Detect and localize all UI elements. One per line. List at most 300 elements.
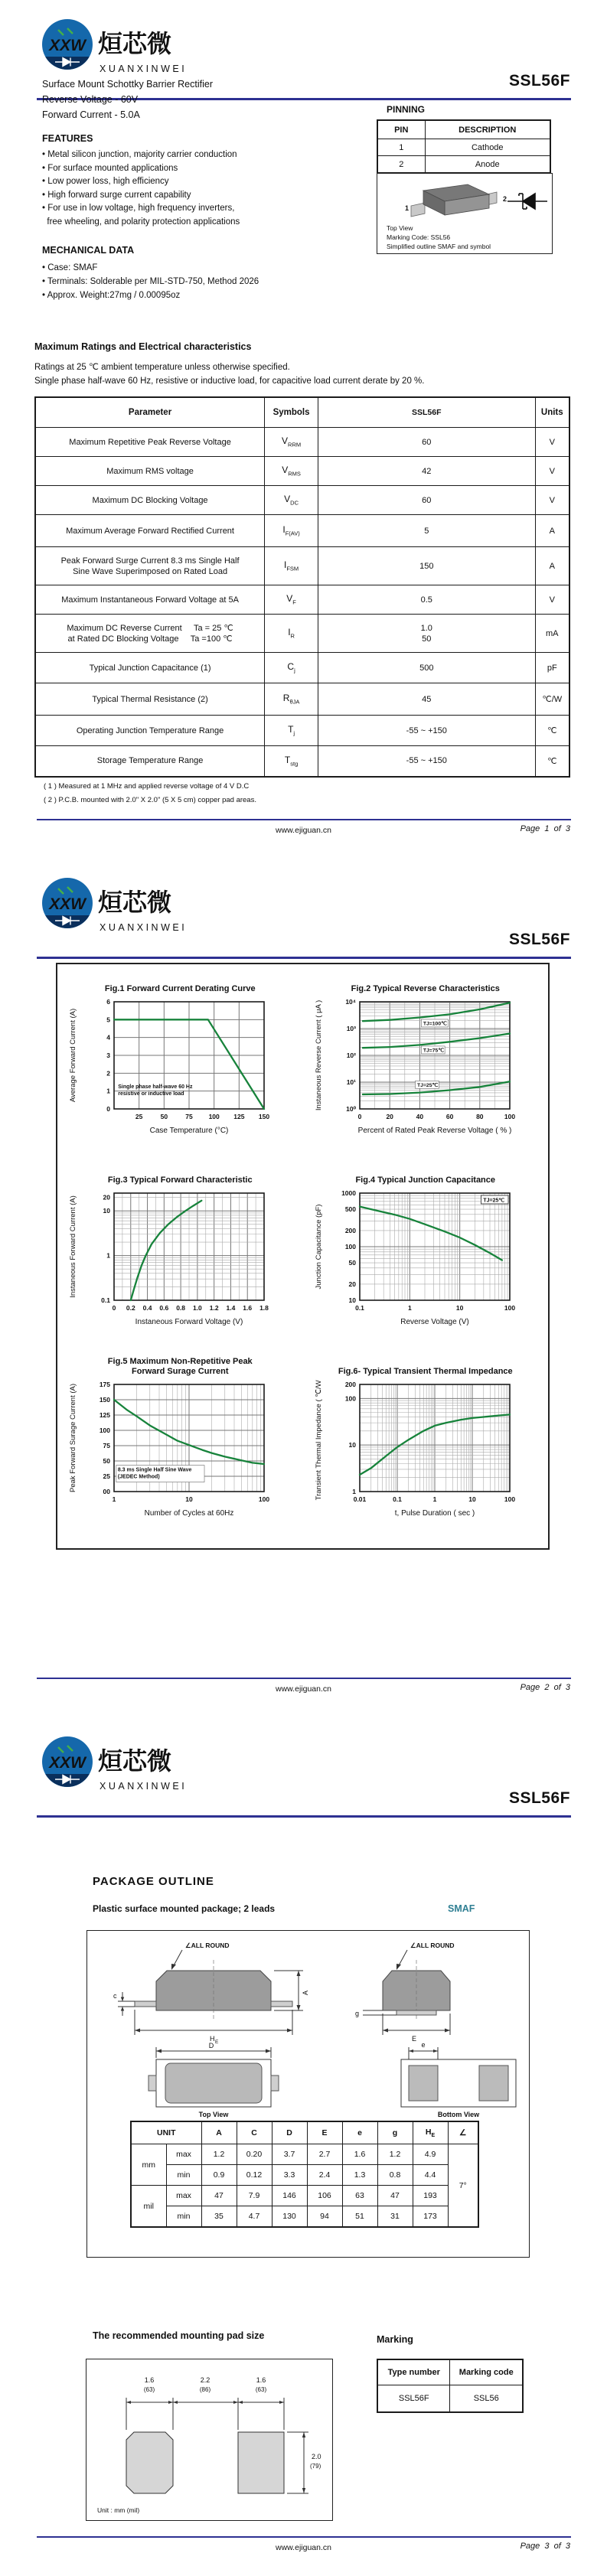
- parameter-line: Maximum RMS voltage: [106, 466, 194, 476]
- svg-text:100: 100: [504, 1113, 515, 1120]
- ratings-title: Maximum Ratings and Electrical characteristics: [34, 341, 252, 352]
- feature-item: • Metal silicon junction, majority carrier conduction: [42, 150, 237, 159]
- parameter-line: Operating Junction Temperature Range: [76, 726, 224, 735]
- svg-text:150: 150: [259, 1113, 270, 1120]
- logo-xxw-text: XXW: [49, 37, 86, 54]
- pinning-header-description: DESCRIPTION: [425, 120, 550, 139]
- footer-rule: [37, 1678, 571, 1679]
- header-rule: [37, 1815, 571, 1818]
- svg-text:0.4: 0.4: [142, 1304, 152, 1312]
- pinning-title: PINNING: [387, 104, 426, 115]
- ratings-value: [318, 457, 536, 486]
- package-outline-title: PACKAGE OUTLINE: [93, 1875, 214, 1888]
- footer-url: www.ejiguan.cn: [276, 826, 331, 835]
- svg-text:75: 75: [185, 1113, 193, 1120]
- footer-page-number: Page 1 of 3: [520, 824, 570, 833]
- svg-text:1: 1: [352, 1488, 356, 1495]
- ratings-parameter: [35, 428, 265, 457]
- svg-text:Single phase half-wave 60 Hz: Single phase half-wave 60 Hz: [118, 1084, 193, 1091]
- outline-caption-line: Simplified outline SMAF and symbol: [387, 243, 491, 250]
- dim-value-cell: 4.9: [413, 2144, 448, 2165]
- svg-text:t, Pulse Duration ( sec ): t, Pulse Duration ( sec ): [394, 1509, 475, 1518]
- page-3: [0, 1717, 607, 2576]
- ratings-unit: ℃/W: [535, 683, 569, 716]
- svg-text:100: 100: [259, 1495, 270, 1503]
- feature-item: free wheeling, and polarity protection applications: [42, 217, 240, 227]
- footer-url: www.ejiguan.cn: [276, 1684, 331, 1694]
- footer-rule: [37, 2536, 571, 2538]
- svg-text:4: 4: [106, 1033, 111, 1042]
- ratings-unit: V: [535, 486, 569, 515]
- value-line: 60: [422, 437, 432, 447]
- all-round-label: ∠ALL ROUND: [185, 1942, 230, 1949]
- dim-value-cell: 193: [413, 2186, 448, 2206]
- value-line: 42: [422, 466, 432, 476]
- figure-plot: [57, 1187, 303, 1349]
- dim-value-cell: 0.20: [237, 2144, 272, 2165]
- ratings-row: [35, 615, 569, 653]
- svg-text:175: 175: [100, 1381, 111, 1388]
- front-view: [113, 1942, 309, 2045]
- dim-unit-cell: mil: [131, 2186, 166, 2228]
- package-outline-subtitle: Plastic surface mounted package; 2 leads: [93, 1903, 276, 1914]
- figure-title-line: Fig.3 Typical Forward Characteristic: [107, 1176, 253, 1185]
- svg-text:10: 10: [103, 1207, 111, 1215]
- svg-text:Transient Thermal Impedance (: Transient Thermal Impedance ( ℃/W ): [314, 1378, 323, 1501]
- svg-text:10⁰: 10⁰: [345, 1105, 356, 1113]
- svg-text:Number of Cycles at 60Hz: Number of Cycles at 60Hz: [144, 1509, 234, 1518]
- svg-text:Instaneous Reverse Current ( μ: Instaneous Reverse Current ( μA ): [314, 999, 323, 1111]
- part-number-title: SSL56F: [508, 931, 570, 948]
- svg-text:1.6: 1.6: [243, 1304, 253, 1312]
- value-line: 1.0: [420, 623, 432, 633]
- ratings-parameter: [35, 653, 265, 683]
- dim-e-label: e: [421, 2041, 426, 2049]
- ratings-symbol: $V_{RRM}$: [265, 428, 318, 457]
- svg-text:TJ=25℃: TJ=25℃: [483, 1198, 505, 1204]
- marking-title: Marking: [377, 2334, 413, 2345]
- dim-value-cell: 94: [307, 2206, 342, 2228]
- schottky-diode-symbol-icon: [507, 194, 547, 209]
- dim-header-col: D: [272, 2121, 307, 2144]
- svg-text:00: 00: [103, 1488, 111, 1495]
- ratings-value: [318, 428, 536, 457]
- svg-text:Case Temperature (°C): Case Temperature (°C): [149, 1127, 229, 1135]
- pad-unit-note: Unit : mm (mil): [97, 2506, 140, 2514]
- marking-header-type: Type number: [377, 2359, 450, 2385]
- package-3d-illustration: [411, 184, 497, 217]
- figure-title: [57, 1356, 303, 1377]
- dim-header-col: $H_E$: [413, 2121, 448, 2144]
- svg-text:0: 0: [112, 1304, 116, 1312]
- ratings-symbol: $V_{RMS}$: [265, 457, 318, 486]
- ratings-unit: V: [535, 457, 569, 486]
- svg-text:100: 100: [504, 1304, 515, 1312]
- brand-name-en: XUANXINWEI: [100, 922, 188, 933]
- parameter-line: Sine Wave Superimposed on Rated Load: [73, 566, 228, 576]
- svg-text:100: 100: [208, 1113, 220, 1120]
- brand-logo: [40, 869, 269, 954]
- figure-fig6: [303, 1356, 549, 1547]
- svg-text:500: 500: [344, 1205, 356, 1214]
- svg-text:80: 80: [475, 1113, 484, 1120]
- pad-dim-height-mil: (79): [310, 2463, 321, 2470]
- figure-title-line: Fig.6- Typical Transient Thermal Impedance: [338, 1367, 513, 1376]
- value-line: 150: [419, 561, 434, 571]
- dimension-row: [131, 2206, 478, 2228]
- pad-dim-left: 1.6: [144, 2376, 155, 2384]
- svg-text:0.1: 0.1: [101, 1296, 111, 1304]
- dim-header-col: A: [201, 2121, 237, 2144]
- svg-text:50: 50: [103, 1457, 111, 1465]
- svg-text:0.1: 0.1: [354, 1304, 364, 1312]
- svg-text:0: 0: [106, 1105, 111, 1113]
- dim-value-cell: 47: [201, 2186, 237, 2206]
- svg-text:10: 10: [185, 1495, 193, 1503]
- svg-text:10: 10: [455, 1304, 464, 1312]
- svg-text:60: 60: [445, 1113, 454, 1120]
- ratings-symbol: $I_{F(AV)}$: [265, 515, 318, 547]
- figure-plot: [57, 1378, 303, 1541]
- ratings-parameter: [35, 486, 265, 515]
- dim-value-cell: 130: [272, 2206, 307, 2228]
- dim-header-col: E: [307, 2121, 342, 2144]
- figure-fig1: [57, 973, 303, 1165]
- footnote-2: ( 2 ) P.C.B. mounted with 2.0" X 2.0" (5 X 5 cm) copper pad areas.: [44, 796, 256, 804]
- dim-value-cell: 51: [342, 2206, 377, 2228]
- side-view: [355, 1942, 455, 2043]
- ratings-parameter: [35, 585, 265, 615]
- value-line: 60: [422, 495, 432, 505]
- svg-text:10⁴: 10⁴: [345, 998, 356, 1006]
- figure-title: [57, 973, 303, 994]
- outline-caption-line: Top View: [387, 224, 413, 232]
- dim-value-cell: 1.2: [201, 2144, 237, 2165]
- simplified-outline-box: [377, 173, 553, 254]
- chart-fig2: [311, 996, 540, 1158]
- figure-plot: [303, 1378, 549, 1541]
- ratings-value: [318, 486, 536, 515]
- pad-dim-mid: 2.2: [200, 2376, 210, 2384]
- svg-text:10³: 10³: [346, 1025, 356, 1032]
- ratings-value: [318, 716, 536, 746]
- svg-text:25: 25: [135, 1113, 143, 1120]
- pin2-label: 2: [503, 195, 507, 203]
- ratings-parameter: [35, 457, 265, 486]
- figure-title-line: Fig.2 Typical Reverse Characteristics: [351, 984, 500, 993]
- brand-name-en: XUANXINWEI: [100, 1781, 188, 1792]
- mechanical-data-title: MECHANICAL DATA: [42, 245, 135, 256]
- mechanical-data-list: [42, 261, 259, 302]
- svg-text:125: 125: [100, 1411, 111, 1419]
- svg-text:0.8: 0.8: [176, 1304, 186, 1312]
- top-view: [148, 2042, 279, 2118]
- dim-header-unit: UNIT: [131, 2121, 201, 2144]
- svg-text:10: 10: [348, 1296, 356, 1304]
- marking-type-number: SSL56F: [377, 2385, 450, 2413]
- ratings-value: [318, 547, 536, 585]
- value-line: 45: [422, 694, 432, 704]
- svg-text:100: 100: [344, 1394, 356, 1403]
- ratings-parameter: [35, 615, 265, 653]
- dim-value-cell: 31: [377, 2206, 413, 2228]
- chart-fig3: [65, 1187, 295, 1349]
- footer-url: www.ejiguan.cn: [276, 2543, 331, 2552]
- footnote-1: ( 1 ) Measured at 1 MHz and applied reverse voltage of 4 V D.C: [44, 782, 250, 791]
- ratings-unit: V: [535, 428, 569, 457]
- mechanical-data-item: • Approx. Weight:27mg / 0.00095oz: [42, 291, 181, 300]
- dim-kind-cell: max: [166, 2144, 201, 2165]
- ratings-parameter: [35, 515, 265, 547]
- svg-text:1.2: 1.2: [210, 1304, 219, 1312]
- svg-text:200: 200: [344, 1226, 356, 1234]
- pinning-row: [377, 139, 550, 156]
- description-line: Forward Current - 5.0A: [42, 109, 140, 120]
- parameter-line: Maximum Repetitive Peak Reverse Voltage: [69, 437, 231, 447]
- dim-kind-cell: min: [166, 2165, 201, 2186]
- dim-D-label: D: [208, 2042, 214, 2049]
- top-view-caption: Top View: [198, 2111, 229, 2118]
- ratings-row: [35, 716, 569, 746]
- mounting-pad-title: The recommended mounting pad size: [93, 2330, 265, 2341]
- package-name-label: SMAF: [448, 1903, 475, 1914]
- figure-title: [303, 1356, 549, 1377]
- ratings-symbol: $T_j$: [265, 716, 318, 746]
- mechanical-data-item: • Terminals: Solderable per MIL-STD-750, Method 2026: [42, 277, 259, 286]
- svg-text:Junction Capacitance (pF): Junction Capacitance (pF): [314, 1204, 323, 1290]
- parameter-line: Maximum DC Blocking Voltage: [92, 495, 208, 505]
- svg-text:10¹: 10¹: [346, 1078, 356, 1086]
- ratings-condition-1: Ratings at 25 ℃ ambient temperature unless otherwise specified.: [34, 363, 290, 372]
- value-line: 500: [419, 663, 434, 673]
- svg-text:Percent of Rated Peak Reverse: Percent of Rated Peak Reverse Voltage ( % ): [357, 1127, 512, 1135]
- figure-title-line: Forward Surage Current: [131, 1367, 229, 1376]
- svg-text:3: 3: [106, 1052, 111, 1059]
- ratings-symbol: $C_j$: [265, 653, 318, 683]
- ratings-condition-2: Single phase half-wave 60 Hz, resistive or inductive load, for capacitive load current derate by 20 %.: [34, 377, 425, 386]
- footer-page-number: Page 3 of 3: [520, 2542, 570, 2551]
- figure-fig4: [303, 1165, 549, 1356]
- ratings-row: [35, 683, 569, 716]
- parameter-line: Storage Temperature Range: [96, 756, 204, 766]
- svg-text:resistive or inductive load: resistive or inductive load: [118, 1091, 184, 1097]
- ratings-header-symbols: Symbols: [265, 397, 318, 428]
- svg-text:8.3 ms Single Half Sine Wave: 8.3 ms Single Half Sine Wave: [118, 1467, 192, 1473]
- parameter-line: Peak Forward Surge Current 8.3 ms Single Half: [60, 556, 240, 566]
- ratings-unit: ℃: [535, 716, 569, 746]
- dim-value-cell: 4.7: [237, 2206, 272, 2228]
- ratings-row: [35, 746, 569, 777]
- svg-text:1: 1: [432, 1495, 437, 1503]
- pad-dim-mid-mil: (86): [199, 2386, 211, 2393]
- pinning-cell: 2: [377, 156, 425, 174]
- figure-title-line: Fig.5 Maximum Non-Repetitive Peak: [107, 1357, 253, 1366]
- parameter-line: Typical Junction Capacitance (1): [89, 663, 211, 673]
- dim-header-col: g: [377, 2121, 413, 2144]
- svg-text:150: 150: [100, 1396, 111, 1404]
- ratings-row: [35, 547, 569, 585]
- dim-kind-cell: min: [166, 2206, 201, 2228]
- chart-fig4: [311, 1187, 540, 1349]
- ratings-value: [318, 653, 536, 683]
- brand-name-zh: 烜芯微: [98, 889, 172, 916]
- dim-g-label: g: [355, 2010, 360, 2017]
- dim-header-col: C: [237, 2121, 272, 2144]
- ratings-unit: A: [535, 515, 569, 547]
- chart-fig1: [65, 996, 295, 1158]
- ratings-unit: mA: [535, 615, 569, 653]
- svg-text:1.4: 1.4: [226, 1304, 236, 1312]
- value-line: 5: [424, 526, 429, 536]
- pinning-cell: Anode: [425, 156, 550, 174]
- dim-value-cell: 2.4: [307, 2165, 342, 2186]
- svg-text:10: 10: [468, 1495, 476, 1503]
- dim-c-label: c: [113, 1992, 117, 2000]
- value-line: -55 ~ +150: [406, 756, 447, 766]
- brand-name-en: XUANXINWEI: [100, 64, 188, 74]
- svg-text:1000: 1000: [341, 1189, 356, 1197]
- svg-text:50: 50: [160, 1113, 168, 1120]
- feature-item: • For use in low voltage, high frequency inverters,: [42, 204, 235, 213]
- svg-text:0.2: 0.2: [126, 1304, 135, 1312]
- marking-header-code: Marking code: [450, 2359, 523, 2385]
- feature-item: • For surface mounted applications: [42, 163, 178, 173]
- dimension-row: [131, 2144, 478, 2165]
- footer-rule: [37, 819, 571, 820]
- figure-title: [303, 973, 549, 994]
- header-rule: [37, 957, 571, 959]
- brand-name-zh: 烜芯微: [98, 30, 172, 57]
- package-outline-drawing: [87, 1931, 529, 2119]
- footer-page-number: Page 2 of 3: [520, 1683, 570, 1692]
- dim-value-cell: 0.8: [377, 2165, 413, 2186]
- parameter-line: Maximum Instantaneous Forward Voltage at 5A: [61, 595, 239, 605]
- svg-text:Reverse Voltage (V): Reverse Voltage (V): [400, 1318, 469, 1326]
- chart-fig5: [65, 1378, 295, 1541]
- ratings-unit: pF: [535, 653, 569, 683]
- logo-xxw-text: XXW: [49, 895, 86, 913]
- svg-text:5: 5: [106, 1016, 111, 1024]
- pad-dim-right-mil: (63): [255, 2386, 267, 2393]
- description-line: Reverse Voltage - 60V: [42, 94, 139, 105]
- dim-HE-sub: E: [215, 2040, 219, 2045]
- svg-text:20: 20: [103, 1193, 111, 1202]
- dim-header-col: e: [342, 2121, 377, 2144]
- ratings-parameter: [35, 683, 265, 716]
- ratings-value: [318, 515, 536, 547]
- svg-text:6: 6: [106, 998, 111, 1006]
- figure-title: [57, 1165, 303, 1185]
- ratings-row: [35, 486, 569, 515]
- svg-text:1.8: 1.8: [259, 1304, 269, 1312]
- pin1-label: 1: [405, 204, 410, 212]
- features-list: [42, 148, 240, 229]
- svg-text:1: 1: [112, 1495, 116, 1503]
- svg-text:25: 25: [103, 1472, 111, 1480]
- dim-value-cell: 4.4: [413, 2165, 448, 2186]
- value-line: 50: [422, 634, 432, 644]
- dim-angle-cell: 7°: [448, 2144, 478, 2228]
- feature-item: • Low power loss, high efficiency: [42, 177, 169, 186]
- dim-value-cell: 1.3: [342, 2165, 377, 2186]
- dimension-row: [131, 2165, 478, 2186]
- marking-table: [377, 2359, 524, 2413]
- feature-item: • High forward surge current capability: [42, 190, 191, 200]
- all-round-label: ∠ALL ROUND: [410, 1942, 455, 1949]
- brand-logo: [40, 1728, 269, 1812]
- part-number-title: SSL56F: [508, 72, 570, 90]
- parameter-line: at Rated DC Blocking Voltage Ta =100 ℃: [67, 634, 233, 644]
- svg-text:50: 50: [348, 1259, 356, 1267]
- pinning-cell: Cathode: [425, 139, 550, 156]
- dim-value-cell: 47: [377, 2186, 413, 2206]
- svg-text:10²: 10²: [346, 1052, 356, 1059]
- ratings-symbol: $I_R$: [265, 615, 318, 653]
- svg-text:Instaneous Forward Voltage (V): Instaneous Forward Voltage (V): [135, 1318, 243, 1326]
- svg-text:0.1: 0.1: [392, 1495, 402, 1503]
- ratings-value: [318, 585, 536, 615]
- marking-code: SSL56: [450, 2385, 523, 2413]
- outline-caption-line: Marking Code: SSL56: [387, 233, 451, 241]
- package-outline-drawing-box: [86, 1930, 530, 2258]
- ratings-row: [35, 585, 569, 615]
- svg-text:10: 10: [348, 1441, 356, 1449]
- pad-dim-height: 2.0: [312, 2453, 321, 2460]
- ratings-value: [318, 746, 536, 777]
- part-number-title: SSL56F: [508, 1789, 570, 1807]
- figure-fig5: [57, 1356, 303, 1547]
- svg-text:1: 1: [106, 1087, 111, 1095]
- features-title: FEATURES: [42, 133, 93, 144]
- dim-value-cell: 35: [201, 2206, 237, 2228]
- ratings-symbol: $V_F$: [265, 585, 318, 615]
- package-and-symbol-drawing: [377, 174, 552, 253]
- pad-dim-left-mil: (63): [143, 2386, 155, 2393]
- chart-fig6: [311, 1378, 540, 1541]
- ratings-row: [35, 515, 569, 547]
- pinning-cell: 1: [377, 139, 425, 156]
- svg-text:125: 125: [233, 1113, 245, 1120]
- ratings-unit: A: [535, 547, 569, 585]
- pinning-row: [377, 156, 550, 174]
- dim-kind-cell: max: [166, 2186, 201, 2206]
- ratings-symbol: $V_{DC}$: [265, 486, 318, 515]
- svg-text:100: 100: [344, 1243, 356, 1251]
- dim-value-cell: 2.7: [307, 2144, 342, 2165]
- svg-text:20: 20: [348, 1280, 356, 1288]
- brand-name-zh: 烜芯微: [98, 1747, 172, 1775]
- svg-text:Instaneous Forward Current (A: Instaneous Forward Current (A): [69, 1195, 78, 1298]
- parameter-line: Maximum DC Reverse Current Ta = 25 ℃: [67, 623, 233, 633]
- dim-header-angle: ∠: [448, 2121, 478, 2144]
- svg-text:2: 2: [106, 1069, 111, 1078]
- logo-xxw-text: XXW: [49, 1754, 86, 1772]
- description-block: [42, 77, 213, 122]
- mounting-pad-drawing-box: [86, 2359, 333, 2521]
- svg-text:20: 20: [386, 1113, 393, 1120]
- figure-title-line: Fig.1 Forward Current Derating Curve: [104, 984, 256, 993]
- parameter-line: Maximum Average Forward Rectified Current: [66, 526, 234, 536]
- figure-plot: [303, 1187, 549, 1349]
- pinning-header-pin: PIN: [377, 120, 425, 139]
- dim-A-label: A: [302, 1990, 309, 1996]
- ratings-unit: ℃: [535, 746, 569, 777]
- pinning-table: [377, 119, 551, 174]
- figure-title: [303, 1165, 549, 1185]
- dim-value-cell: 0.12: [237, 2165, 272, 2186]
- svg-text:200: 200: [344, 1381, 356, 1388]
- dim-value-cell: 7.9: [237, 2186, 272, 2206]
